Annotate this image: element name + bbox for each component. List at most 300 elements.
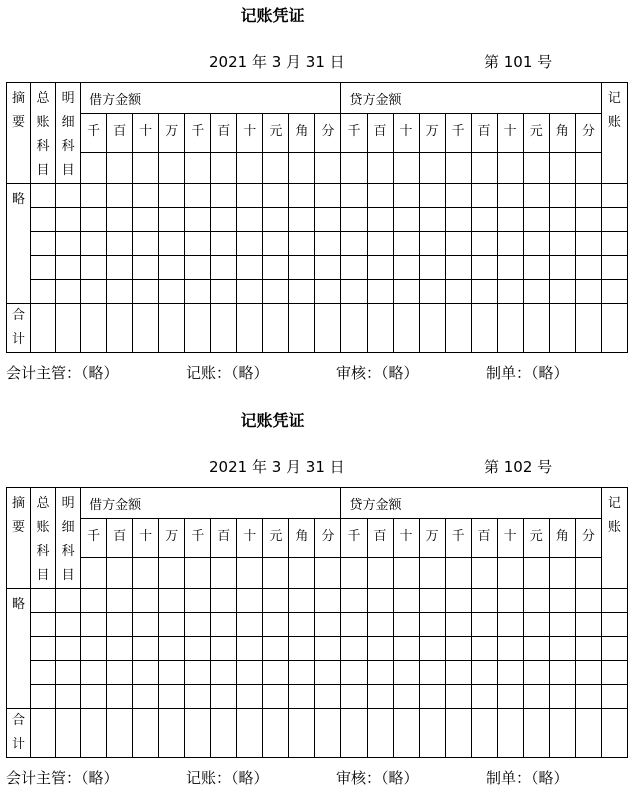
amount-cell — [549, 661, 575, 685]
debit-digit-col: 分 — [315, 519, 341, 557]
amount-cell — [211, 256, 237, 280]
debit-digit-col: 百 — [107, 519, 133, 557]
amount-cell — [575, 208, 601, 232]
voucher-number: 第 102 号 — [484, 458, 553, 476]
amount-cell — [133, 232, 159, 256]
total-amount-cell — [367, 709, 393, 758]
credit-digit-col: 分 — [575, 519, 601, 557]
accountant-supervisor-signature: 会计主管：（略） — [6, 769, 119, 787]
amount-cell — [263, 661, 289, 685]
amount-cell — [419, 208, 445, 232]
amount-cell — [575, 232, 601, 256]
amount-cell — [211, 152, 237, 183]
amount-cell — [289, 613, 315, 637]
posting-cell — [601, 280, 627, 304]
amount-cell — [549, 637, 575, 661]
amount-cell — [471, 661, 497, 685]
amount-cell — [445, 256, 471, 280]
amount-cell — [289, 208, 315, 232]
amount-cell — [419, 613, 445, 637]
amount-cell — [367, 613, 393, 637]
amount-cell — [159, 256, 185, 280]
posting-cell — [601, 184, 627, 208]
credit-digit-col: 元 — [523, 519, 549, 557]
credit-digit-col: 百 — [471, 519, 497, 557]
amount-cell — [315, 256, 341, 280]
reviewer-signature: 审核：（略） — [336, 769, 419, 787]
amount-cell — [341, 661, 367, 685]
posting-cell — [601, 685, 627, 709]
total-posting-cell — [601, 304, 627, 353]
amount-cell — [575, 613, 601, 637]
amount-cell — [367, 637, 393, 661]
debit-digit-col: 十 — [237, 114, 263, 152]
amount-cell — [471, 557, 497, 588]
amount-cell — [523, 685, 549, 709]
account-cell — [31, 589, 56, 613]
total-amount-cell — [497, 709, 523, 758]
amount-cell — [185, 152, 211, 183]
debit-digit-col: 千 — [81, 114, 107, 152]
total-amount-cell — [159, 709, 185, 758]
amount-cell — [263, 256, 289, 280]
amount-cell — [497, 589, 523, 613]
amount-cell — [549, 152, 575, 183]
posting-header: 记 账 — [601, 83, 627, 184]
total-amount-cell — [341, 304, 367, 353]
credit-digit-col: 千 — [445, 114, 471, 152]
amount-cell — [393, 184, 419, 208]
credit-digit-col: 千 — [445, 519, 471, 557]
bookkeeper-signature: 记账：（略） — [186, 364, 269, 382]
total-amount-cell — [289, 304, 315, 353]
amount-cell — [549, 256, 575, 280]
amount-cell — [419, 589, 445, 613]
amount-cell — [107, 256, 133, 280]
total-posting-cell — [601, 709, 627, 758]
amount-cell — [159, 557, 185, 588]
amount-cell — [523, 613, 549, 637]
amount-cell — [575, 557, 601, 588]
debit-digit-col: 万 — [159, 114, 185, 152]
reviewer-signature: 审核：（略） — [336, 364, 419, 382]
credit-digit-col: 千 — [341, 519, 367, 557]
amount-cell — [211, 232, 237, 256]
amount-cell — [133, 208, 159, 232]
credit-digit-col: 十 — [497, 519, 523, 557]
amount-cell — [315, 184, 341, 208]
amount-cell — [315, 613, 341, 637]
amount-cell — [341, 613, 367, 637]
amount-cell — [445, 613, 471, 637]
amount-cell — [549, 685, 575, 709]
amount-cell — [497, 232, 523, 256]
credit-digit-col: 十 — [393, 519, 419, 557]
amount-cell — [263, 637, 289, 661]
debit-digit-col: 千 — [81, 519, 107, 557]
amount-cell — [367, 280, 393, 304]
amount-cell — [549, 184, 575, 208]
credit-digit-col: 角 — [549, 114, 575, 152]
account-cell — [31, 208, 56, 232]
amount-cell — [289, 280, 315, 304]
amount-cell — [263, 232, 289, 256]
amount-cell — [497, 208, 523, 232]
amount-cell — [341, 256, 367, 280]
amount-cell — [81, 613, 107, 637]
voucher-date: 2021 年 3 月 31 日 — [209, 53, 345, 71]
total-amount-cell — [185, 304, 211, 353]
amount-cell — [393, 613, 419, 637]
credit-digit-col: 万 — [419, 519, 445, 557]
amount-cell — [471, 152, 497, 183]
amount-cell — [575, 256, 601, 280]
debit-amount-header: 借方金额 — [81, 488, 341, 519]
amount-cell — [315, 208, 341, 232]
amount-cell — [263, 280, 289, 304]
amount-cell — [445, 589, 471, 613]
voucher-date: 2021 年 3 月 31 日 — [209, 458, 345, 476]
credit-digit-col: 角 — [549, 519, 575, 557]
detail-account-header: 明 细 科 目 — [56, 488, 81, 589]
amount-cell — [575, 280, 601, 304]
amount-cell — [393, 557, 419, 588]
amount-cell — [81, 661, 107, 685]
amount-cell — [575, 637, 601, 661]
amount-cell — [341, 637, 367, 661]
amount-cell — [367, 208, 393, 232]
amount-cell — [315, 661, 341, 685]
amount-cell — [341, 280, 367, 304]
credit-digit-col: 百 — [367, 114, 393, 152]
amount-cell — [263, 557, 289, 588]
credit-digit-col: 分 — [575, 114, 601, 152]
account-cell — [56, 685, 81, 709]
amount-cell — [133, 557, 159, 588]
total-account-cell — [56, 304, 81, 353]
debit-digit-col: 万 — [159, 519, 185, 557]
total-amount-cell — [523, 304, 549, 353]
amount-cell — [185, 256, 211, 280]
posting-cell — [601, 613, 627, 637]
amount-cell — [393, 232, 419, 256]
total-amount-cell — [445, 709, 471, 758]
amount-cell — [211, 661, 237, 685]
amount-cell — [549, 557, 575, 588]
amount-cell — [315, 589, 341, 613]
amount-cell — [81, 280, 107, 304]
amount-cell — [81, 152, 107, 183]
amount-cell — [497, 152, 523, 183]
amount-cell — [185, 184, 211, 208]
amount-cell — [211, 613, 237, 637]
amount-cell — [263, 208, 289, 232]
amount-cell — [263, 613, 289, 637]
total-account-cell — [56, 709, 81, 758]
credit-digit-col: 千 — [341, 114, 367, 152]
amount-cell — [419, 685, 445, 709]
debit-digit-col: 元 — [263, 519, 289, 557]
summary-header: 摘 要 — [7, 488, 31, 589]
account-cell — [56, 589, 81, 613]
amount-cell — [159, 152, 185, 183]
debit-digit-col: 千 — [185, 519, 211, 557]
amount-cell — [549, 280, 575, 304]
amount-cell — [367, 557, 393, 588]
amount-cell — [185, 280, 211, 304]
amount-cell — [107, 557, 133, 588]
amount-cell — [159, 589, 185, 613]
amount-cell — [393, 685, 419, 709]
total-amount-cell — [575, 709, 601, 758]
detail-account-header: 明 细 科 目 — [56, 83, 81, 184]
total-amount-cell — [237, 304, 263, 353]
amount-cell — [289, 589, 315, 613]
amount-cell — [549, 613, 575, 637]
debit-digit-col: 角 — [289, 114, 315, 152]
account-cell — [31, 280, 56, 304]
total-amount-cell — [471, 709, 497, 758]
total-amount-cell — [549, 304, 575, 353]
amount-cell — [497, 685, 523, 709]
general-account-header: 总 账 科 目 — [31, 83, 56, 184]
amount-cell — [419, 184, 445, 208]
amount-cell — [523, 256, 549, 280]
posting-cell — [601, 661, 627, 685]
amount-cell — [419, 256, 445, 280]
amount-cell — [523, 152, 549, 183]
total-account-cell — [31, 709, 56, 758]
amount-cell — [237, 661, 263, 685]
posting-cell — [601, 589, 627, 613]
amount-cell — [133, 280, 159, 304]
total-amount-cell — [211, 304, 237, 353]
amount-cell — [393, 589, 419, 613]
amount-cell — [471, 613, 497, 637]
amount-cell — [523, 184, 549, 208]
amount-cell — [237, 280, 263, 304]
amount-cell — [419, 232, 445, 256]
credit-digit-col: 万 — [419, 114, 445, 152]
debit-digit-col: 元 — [263, 114, 289, 152]
amount-cell — [497, 613, 523, 637]
debit-digit-col: 角 — [289, 519, 315, 557]
amount-cell — [133, 637, 159, 661]
amount-cell — [107, 637, 133, 661]
total-amount-cell — [419, 304, 445, 353]
account-cell — [56, 661, 81, 685]
voucher-table — [6, 82, 628, 353]
amount-cell — [81, 232, 107, 256]
amount-cell — [575, 661, 601, 685]
account-cell — [56, 208, 81, 232]
amount-cell — [81, 589, 107, 613]
amount-cell — [445, 557, 471, 588]
total-account-cell — [31, 304, 56, 353]
amount-cell — [393, 637, 419, 661]
amount-cell — [367, 232, 393, 256]
amount-cell — [523, 232, 549, 256]
amount-cell — [419, 557, 445, 588]
total-amount-cell — [211, 709, 237, 758]
amount-cell — [159, 280, 185, 304]
amount-cell — [133, 685, 159, 709]
debit-digit-col: 分 — [315, 114, 341, 152]
amount-cell — [133, 613, 159, 637]
amount-cell — [211, 637, 237, 661]
amount-cell — [185, 685, 211, 709]
total-amount-cell — [315, 304, 341, 353]
amount-cell — [159, 685, 185, 709]
amount-cell — [315, 557, 341, 588]
amount-cell — [107, 589, 133, 613]
total-amount-cell — [393, 709, 419, 758]
amount-cell — [133, 184, 159, 208]
amount-cell — [445, 232, 471, 256]
account-cell — [31, 256, 56, 280]
amount-cell — [445, 208, 471, 232]
account-cell — [31, 613, 56, 637]
amount-cell — [471, 685, 497, 709]
amount-cell — [107, 208, 133, 232]
amount-cell — [133, 152, 159, 183]
voucher-number: 第 101 号 — [484, 53, 553, 71]
account-cell — [31, 184, 56, 208]
total-amount-cell — [419, 709, 445, 758]
amount-cell — [237, 232, 263, 256]
amount-cell — [107, 661, 133, 685]
amount-cell — [419, 661, 445, 685]
total-amount-cell — [575, 304, 601, 353]
amount-cell — [445, 152, 471, 183]
amount-cell — [315, 232, 341, 256]
amount-cell — [133, 256, 159, 280]
amount-cell — [289, 637, 315, 661]
amount-cell — [107, 685, 133, 709]
amount-cell — [81, 557, 107, 588]
amount-cell — [523, 280, 549, 304]
total-amount-cell — [185, 709, 211, 758]
amount-cell — [237, 685, 263, 709]
total-amount-cell — [445, 304, 471, 353]
amount-cell — [185, 208, 211, 232]
total-amount-cell — [497, 304, 523, 353]
total-amount-cell — [133, 304, 159, 353]
amount-cell — [107, 613, 133, 637]
accountant-supervisor-signature: 会计主管：（略） — [6, 364, 119, 382]
amount-cell — [315, 637, 341, 661]
amount-cell — [237, 613, 263, 637]
amount-cell — [471, 208, 497, 232]
credit-digit-col: 百 — [471, 114, 497, 152]
preparer-signature: 制单：（略） — [486, 769, 569, 787]
total-amount-cell — [315, 709, 341, 758]
amount-cell — [263, 685, 289, 709]
amount-cell — [367, 685, 393, 709]
amount-cell — [471, 256, 497, 280]
amount-cell — [289, 184, 315, 208]
amount-cell — [211, 208, 237, 232]
total-amount-cell — [107, 709, 133, 758]
account-cell — [31, 637, 56, 661]
total-label: 合 计 — [7, 304, 31, 353]
summary-cell: 略 — [7, 589, 31, 709]
amount-cell — [367, 184, 393, 208]
total-amount-cell — [133, 709, 159, 758]
amount-cell — [237, 557, 263, 588]
amount-cell — [393, 661, 419, 685]
posting-cell — [601, 232, 627, 256]
amount-cell — [575, 152, 601, 183]
amount-cell — [497, 661, 523, 685]
amount-cell — [367, 256, 393, 280]
amount-cell — [185, 557, 211, 588]
total-label: 合 计 — [7, 709, 31, 758]
summary-cell: 略 — [7, 184, 31, 304]
posting-cell — [601, 637, 627, 661]
amount-cell — [263, 184, 289, 208]
amount-cell — [289, 557, 315, 588]
account-cell — [56, 613, 81, 637]
amount-cell — [367, 661, 393, 685]
amount-cell — [445, 280, 471, 304]
summary-header: 摘 要 — [7, 83, 31, 184]
amount-cell — [289, 232, 315, 256]
total-amount-cell — [159, 304, 185, 353]
amount-cell — [289, 661, 315, 685]
amount-cell — [289, 685, 315, 709]
amount-cell — [237, 208, 263, 232]
total-amount-cell — [81, 304, 107, 353]
credit-amount-header: 贷方金额 — [341, 83, 601, 114]
amount-cell — [497, 557, 523, 588]
amount-cell — [523, 208, 549, 232]
amount-cell — [81, 685, 107, 709]
amount-cell — [159, 613, 185, 637]
amount-cell — [81, 256, 107, 280]
amount-cell — [107, 232, 133, 256]
amount-cell — [393, 152, 419, 183]
amount-cell — [237, 589, 263, 613]
total-amount-cell — [471, 304, 497, 353]
debit-digit-col: 千 — [185, 114, 211, 152]
amount-cell — [185, 661, 211, 685]
amount-cell — [471, 637, 497, 661]
posting-header: 记 账 — [601, 488, 627, 589]
amount-cell — [393, 208, 419, 232]
amount-cell — [289, 152, 315, 183]
voucher-title: 记账凭证 — [240, 411, 305, 430]
amount-cell — [523, 557, 549, 588]
amount-cell — [419, 280, 445, 304]
amount-cell — [81, 637, 107, 661]
amount-cell — [575, 685, 601, 709]
total-amount-cell — [81, 709, 107, 758]
total-amount-cell — [393, 304, 419, 353]
amount-cell — [471, 280, 497, 304]
amount-cell — [341, 208, 367, 232]
amount-cell — [549, 208, 575, 232]
amount-cell — [341, 589, 367, 613]
amount-cell — [497, 184, 523, 208]
general-account-header: 总 账 科 目 — [31, 488, 56, 589]
amount-cell — [263, 152, 289, 183]
amount-cell — [133, 661, 159, 685]
amount-cell — [237, 637, 263, 661]
amount-cell — [133, 589, 159, 613]
amount-cell — [237, 256, 263, 280]
account-cell — [56, 637, 81, 661]
